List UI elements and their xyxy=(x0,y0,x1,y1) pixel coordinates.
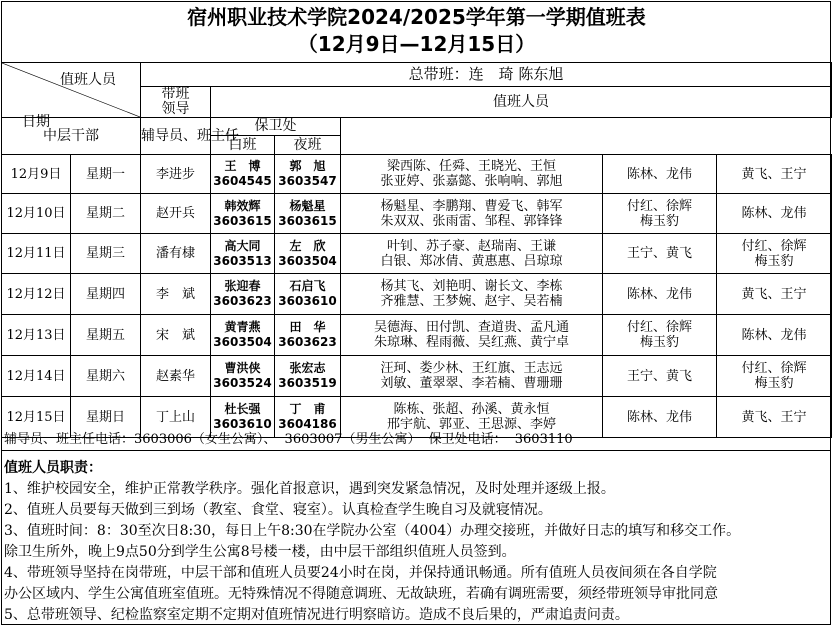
header-security: 保卫处 xyxy=(211,118,341,136)
header-day-shift: 白班 xyxy=(211,136,275,155)
night-shift-cell: 付红、徐辉 梅玉豹 xyxy=(717,234,832,274)
day-shift-cell: 付红、徐辉 梅玉豹 xyxy=(603,315,717,356)
weekday-cell: 星期一 xyxy=(71,155,141,194)
counselor-cell: 梁西陈、任舜、王晓光、王恒 张亚婷、张嘉懿、张响响、郭旭 xyxy=(341,155,603,194)
weekday-cell: 星期四 xyxy=(71,274,141,315)
counselor-cell: 杨其飞、刘艳明、谢长文、李栋 齐雅慧、王梦婉、赵宇、吴若楠 xyxy=(341,274,603,315)
page-subtitle: （12月9日—12月15日） xyxy=(297,32,536,56)
leader-cell: 李 斌 xyxy=(141,274,211,315)
weekday-cell: 星期三 xyxy=(71,234,141,274)
middle-cadre-1: 张迎春 3603623 xyxy=(211,274,275,315)
leader-cell: 宋 斌 xyxy=(141,315,211,356)
night-shift-cell: 黄飞、王宁 xyxy=(717,274,832,315)
date-cell: 12月15日 xyxy=(2,397,71,438)
table-row xyxy=(2,234,832,274)
middle-cadre-1: 韩效辉 3603615 xyxy=(211,194,275,234)
weekday-cell: 星期二 xyxy=(71,194,141,234)
day-shift-cell: 王宁、黄飞 xyxy=(603,234,717,274)
middle-cadre-2: 张宏志 3603519 xyxy=(275,356,341,397)
middle-cadre-1: 杜长强 3603610 xyxy=(211,397,275,438)
page-title: 宿州职业技术学院2024/2025学年第一学期值班表 xyxy=(187,5,646,29)
middle-cadre-2: 杨魁星 3603615 xyxy=(275,194,341,234)
middle-cadre-1: 曹洪侠 3603524 xyxy=(211,356,275,397)
counselor-cell: 吴德海、田付凯、查道贵、孟凡通 朱琼琳、程雨薇、吴红燕、黄宁卓 xyxy=(341,315,603,356)
notes-title: 值班人员职责： xyxy=(4,460,102,476)
note-line: 办公区域内、学生公寓值班室值班。无特殊情况不得随意调班、无故缺班，若确有调班需要，须经带班领导审批同意 xyxy=(4,586,718,602)
middle-cadre-2: 郭 旭 3603547 xyxy=(275,155,341,194)
leader-cell: 赵开兵 xyxy=(141,194,211,234)
night-shift-cell: 陈林、龙伟 xyxy=(717,315,832,356)
day-shift-cell: 陈林、龙伟 xyxy=(603,155,717,194)
chief-duty: 总带班：连 琦 陈东旭 xyxy=(141,63,832,87)
note-line: 1、维护校园安全，维护正常教学秩序。强化首报意识，遇到突发紧急情况，及时处理并逐级上报。 xyxy=(4,481,615,497)
night-shift-cell: 付红、徐辉 梅玉豹 xyxy=(717,356,832,397)
weekday-cell: 星期五 xyxy=(71,315,141,356)
security-phone-label: 保卫处电话： xyxy=(428,432,507,447)
phone-info xyxy=(4,428,577,447)
table-row xyxy=(2,155,832,194)
day-shift-cell: 陈林、龙伟 xyxy=(603,397,717,438)
leader-cell: 李进步 xyxy=(141,155,211,194)
note-line: 2、值班人员要每天做到三到场（教室、食堂、寝室）。认真检查学生晚自习及就寝情况。 xyxy=(4,502,552,518)
middle-cadre-2: 田 华 3603623 xyxy=(275,315,341,356)
counselor-phone: 辅导员、班主任电话：3603006（女生公寓）、 xyxy=(4,432,277,447)
date-cell: 12月10日 xyxy=(2,194,71,234)
middle-cadre-1: 王 博 3604545 xyxy=(211,155,275,194)
night-shift-cell: 陈林、龙伟 xyxy=(717,194,832,234)
header-middle-cadre: 中层干部 xyxy=(2,118,141,155)
night-shift-cell: 黄飞、王宁 xyxy=(717,397,832,438)
date-cell: 12月11日 xyxy=(2,234,71,274)
header-night-shift: 夜班 xyxy=(275,136,341,155)
middle-cadre-2: 丁 甫 3604186 xyxy=(275,397,341,438)
middle-cadre-1: 高大同 3603513 xyxy=(211,234,275,274)
counselor-cell: 叶钊、苏子豪、赵瑞南、王谦 白银、郑冰倩、黄惠惠、吕琼琼 xyxy=(341,234,603,274)
counselor-cell: 陈栋、张超、孙溪、黄永恒 邢宇航、郭亚、王思源、李婷 xyxy=(341,397,603,438)
middle-cadre-2: 石启飞 3603610 xyxy=(275,274,341,315)
note-line: 除卫生所外，晚上9点50分到学生公寓8号楼一楼，由中层干部组织值班人员签到。 xyxy=(4,544,516,560)
duty-responsibilities xyxy=(4,458,830,626)
leader-cell: 丁上山 xyxy=(141,397,211,438)
header-date: 日期 xyxy=(22,114,50,130)
header-diagonal-cell xyxy=(2,63,141,130)
day-shift-cell: 陈林、龙伟 xyxy=(603,274,717,315)
male-dorm-phone: 3603007（男生公寓） xyxy=(284,432,421,447)
header-duty-person: 值班人员 xyxy=(60,72,116,88)
note-line: 3、值班时间：8：30至次日8:30，每日上午8:30在学院办公室（4004）办理交接班，并做好日志的填写和移交工作。 xyxy=(4,523,741,539)
counselor-cell: 杨魁星、李鹏翔、曹爱飞、韩军 朱双双、张雨雷、邹程、郭锋锋 xyxy=(341,194,603,234)
note-line: 4、带班领导坚持在岗带班，中层干部和值班人员要24小时在岗，并保持通讯畅通。所有值班人员夜间须在各自学院 xyxy=(4,565,717,581)
security-phone-number: 3603110 xyxy=(514,432,573,447)
header-leader: 带班 领导 xyxy=(141,87,211,118)
header-on-duty: 值班人员 xyxy=(211,87,832,118)
middle-cadre-2: 左 欣 3603504 xyxy=(275,234,341,274)
date-cell: 12月12日 xyxy=(2,274,71,315)
note-line: 5、总带班领导、纪检监察室定期不定期对值班情况进行明察暗访。造成不良后果的，严肃追责问责。 xyxy=(4,607,629,623)
date-cell: 12月9日 xyxy=(2,155,71,194)
date-cell: 12月14日 xyxy=(2,356,71,397)
date-cell: 12月13日 xyxy=(2,315,71,356)
counselor-cell: 汪珂、娄少林、王红旗、王志远 刘敏、董翠翠、李若楠、曹珊珊 xyxy=(341,356,603,397)
leader-cell: 潘有棣 xyxy=(141,234,211,274)
weekday-cell: 星期六 xyxy=(71,356,141,397)
day-shift-cell: 付红、徐辉 梅玉豹 xyxy=(603,194,717,234)
duty-schedule-table xyxy=(1,62,832,438)
weekday-cell: 星期日 xyxy=(71,397,141,438)
table-row xyxy=(2,194,832,234)
leader-cell: 赵素华 xyxy=(141,356,211,397)
middle-cadre-1: 黄青燕 3603504 xyxy=(211,315,275,356)
divider xyxy=(1,450,831,451)
day-shift-cell: 王宁、黄飞 xyxy=(603,356,717,397)
table-row xyxy=(2,274,832,315)
table-row xyxy=(2,356,832,397)
header-counselor: 辅导员、班主任 xyxy=(141,118,211,155)
night-shift-cell: 黄飞、王宁 xyxy=(717,155,832,194)
table-row xyxy=(2,315,832,356)
